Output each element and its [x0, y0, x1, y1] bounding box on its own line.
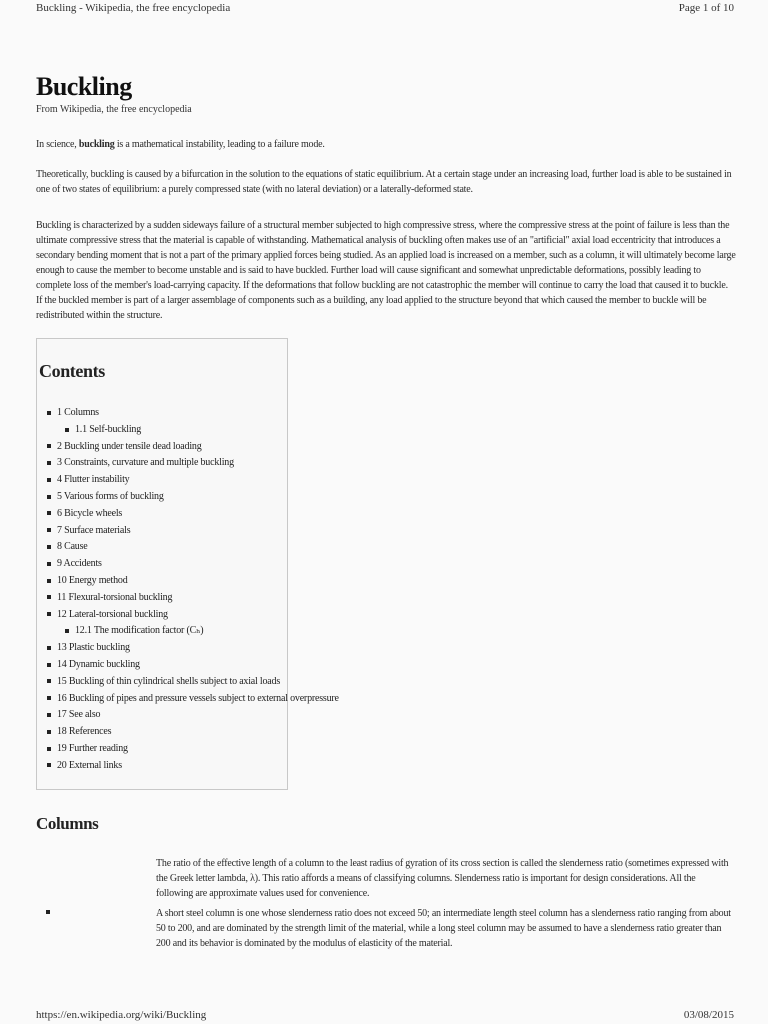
section-heading-columns: Columns — [36, 814, 99, 833]
characterization-paragraph: Buckling is characterized by a sudden sideways failure of a structural member subjected to high compressive stress, where the compressive stress at the point of failure is less than the ultimate compressive stress that the material is capable of withstanding. Mathematical analysis of buckling often makes use of an "artificial" axial load eccentricity that introduces a secondary bending moment that is not a part of the primary applied forces being studied. As an applied load is increased on a member, such as a column, it will ultimately become large enough to cause the member to become unstable and is said to have buckled. Further load will cause significant and somewhat unpredictable deformations, possibly leading to complete loss of the member's load-carrying capacity. If the deformations that follow buckling are not catastrophic the member will continue to carry the load that caused it to buckle. If the buckled member is part of a larger assemblage of components such as a building, any load applied to the structure beyond that which caused the member to buckle will be redistributed within the structure. — [36, 220, 736, 321]
toc-link[interactable]: 15 Buckling of thin cylindrical shells subject to axial loads — [57, 675, 281, 687]
bullet-icon — [65, 629, 69, 633]
toc-item[interactable] — [47, 422, 339, 439]
bullet-icon — [47, 763, 51, 767]
bullet-icon — [47, 713, 51, 717]
toc-item[interactable] — [47, 741, 339, 758]
bullet-icon — [47, 612, 51, 616]
toc-link[interactable]: 3 Constraints, curvature and multiple buckling — [57, 457, 234, 469]
toc-link[interactable]: 13 Plastic buckling — [57, 642, 130, 654]
toc-item[interactable] — [47, 455, 339, 472]
intro-term: buckling — [78, 139, 115, 150]
toc-item[interactable] — [47, 607, 339, 624]
toc-item[interactable] — [47, 439, 339, 456]
bullet-icon — [47, 461, 51, 465]
toc-link[interactable]: 18 References — [57, 726, 112, 738]
toc-item[interactable] — [47, 623, 339, 640]
bullet-icon — [47, 579, 51, 583]
toc-link[interactable]: 20 External links — [57, 759, 122, 771]
bullet-icon — [47, 411, 51, 415]
toc-item[interactable] — [47, 674, 339, 691]
bullet-icon — [47, 730, 51, 734]
theory-paragraph: Theoretically, buckling is caused by a bifurcation in the solution to the equations of static equilibrium. At a certain stage under an increasing load, further load is able to be sustained in one of two states of equilibrium: a purely compressed state (with no lateral deviation) or a laterally-deformed state. — [36, 169, 732, 195]
print-footer-date: 03/08/2015 — [683, 1009, 734, 1021]
columns-paragraph-1: The ratio of the effective length of a column to the least radius of gyration of its cross section is called the slenderness ratio (sometimes expressed with the Greek letter lambda, λ). This ratio affords a means of classifying columns. Slenderness ratio is important for design considerations. All the following are approximate values used for convenience. — [156, 858, 729, 899]
print-header-page-number: Page 1 of 10 — [678, 2, 734, 14]
toc-link[interactable]: 17 See also — [57, 709, 101, 721]
toc-item[interactable] — [47, 691, 339, 708]
toc-list — [47, 405, 339, 775]
toc-link[interactable]: 19 Further reading — [57, 742, 128, 754]
toc-item[interactable] — [47, 590, 339, 607]
toc-link[interactable]: 4 Flutter instability — [57, 474, 130, 486]
toc-link[interactable]: 7 Surface materials — [57, 524, 131, 536]
toc-item[interactable] — [47, 724, 339, 741]
print-footer-url[interactable]: https://en.wikipedia.org/wiki/Buckling — [36, 1009, 207, 1021]
toc-item[interactable] — [47, 640, 339, 657]
toc-title: Contents — [39, 361, 105, 381]
bullet-icon — [47, 747, 51, 751]
bullet-icon — [47, 495, 51, 499]
toc-link[interactable]: 14 Dynamic buckling — [57, 658, 140, 670]
columns-paragraph-2: A short steel column is one whose slenderness ratio does not exceed 50; an intermediate length steel column has a slenderness ratio ranging from about 50 to 200, and are dominated by the strength limit of the material, while a long steel column may be assumed to have a slenderness ratio greater than 200 and its behavior is dominated by the modulus of elasticity of the material. — [156, 908, 731, 949]
toc-link[interactable]: 11 Flexural-torsional buckling — [57, 591, 173, 603]
page-title: Buckling — [36, 72, 132, 101]
toc-item[interactable] — [47, 523, 339, 540]
toc-item[interactable] — [47, 506, 339, 523]
toc-item[interactable] — [47, 758, 339, 775]
bullet-icon — [47, 478, 51, 482]
toc-link[interactable]: 6 Bicycle wheels — [57, 507, 123, 519]
toc-link[interactable]: 5 Various forms of buckling — [57, 490, 164, 502]
print-header-title: Buckling - Wikipedia, the free encyclopedia — [36, 2, 231, 14]
page-subtitle: From Wikipedia, the free encyclopedia — [36, 104, 192, 115]
bullet-icon — [47, 545, 51, 549]
intro-paragraph — [36, 137, 736, 152]
toc-item[interactable] — [47, 556, 339, 573]
bullet-icon — [47, 663, 51, 667]
toc-item[interactable] — [47, 405, 339, 422]
toc-item[interactable] — [47, 573, 339, 590]
toc-link[interactable]: 1.1 Self-buckling — [75, 423, 142, 435]
toc-item[interactable] — [47, 539, 339, 556]
list-bullet — [46, 910, 50, 914]
toc-link[interactable]: 16 Buckling of pipes and pressure vessels subject to external overpressure — [57, 692, 339, 704]
toc-link[interactable]: 12.1 The modification factor (Cₕ) — [75, 625, 204, 637]
bullet-icon — [47, 444, 51, 448]
toc-link[interactable]: 9 Accidents — [57, 558, 102, 570]
bullet-icon — [47, 646, 51, 650]
bullet-icon — [47, 562, 51, 566]
toc-item[interactable] — [47, 472, 339, 489]
bullet-icon — [47, 595, 51, 599]
bullet-icon — [47, 511, 51, 515]
toc-item[interactable] — [47, 489, 339, 506]
bullet-icon — [47, 679, 51, 683]
toc-link[interactable]: 2 Buckling under tensile dead loading — [57, 440, 202, 452]
toc-item[interactable] — [47, 707, 339, 724]
table-of-contents — [36, 338, 339, 790]
toc-link[interactable]: 12 Lateral-torsional buckling — [57, 608, 168, 620]
intro-suffix: is a mathematical instability, leading to a failure mode. — [114, 139, 325, 150]
bullet-icon — [47, 696, 51, 700]
toc-link[interactable]: 10 Energy method — [57, 574, 128, 586]
bullet-icon — [65, 428, 69, 432]
intro-prefix: In science, — [36, 139, 79, 150]
toc-link[interactable]: 8 Cause — [57, 541, 88, 553]
toc-item[interactable] — [47, 657, 339, 674]
bullet-icon — [47, 528, 51, 532]
toc-link[interactable]: 1 Columns — [57, 407, 99, 418]
